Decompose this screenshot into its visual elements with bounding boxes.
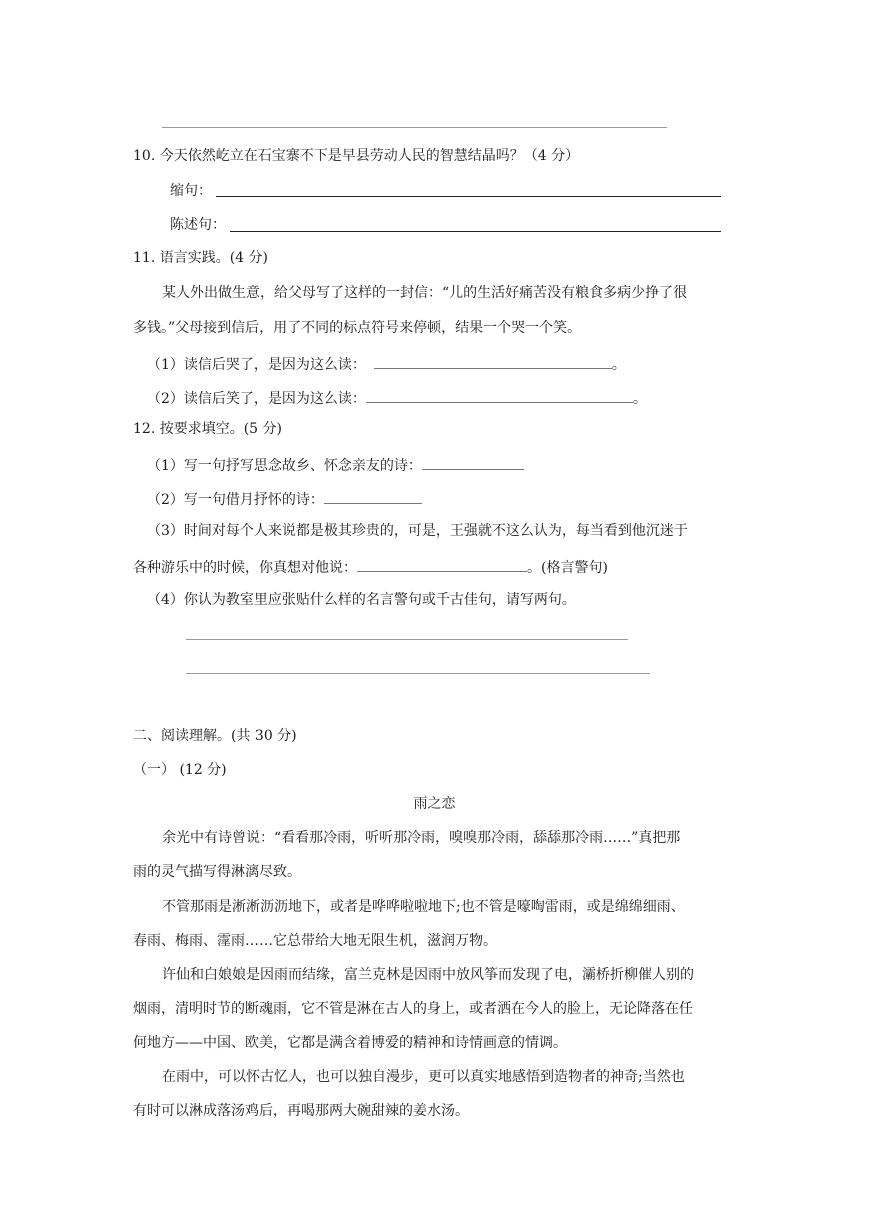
q12-item1-blank[interactable] (422, 453, 524, 470)
essay-p4-line1: 在雨中，可以怀古忆人，也可以独自漫步，更可以真实地感悟到造物者的神奇;当然也 (162, 1069, 685, 1085)
q12-item4-answer-line2[interactable] (186, 673, 650, 674)
q11-item2-end: 。 (632, 391, 647, 407)
essay-p1-line1: 余光中有诗曾说：“看看那冷雨，听听那冷雨，嗅嗅那冷雨，舔舔那冷雨……”真把那 (162, 830, 681, 846)
essay-p3-line3: 何地方——中国、欧美，它都是满含着博爱的精神和诗情画意的情调。 (133, 1035, 567, 1051)
q11-item2-blank[interactable] (366, 386, 633, 403)
essay-title: 雨之恋 (413, 796, 456, 812)
declarative-label: 陈述句： (170, 217, 226, 233)
q12-item1-text: （1）写一句抒写思念故乡、怀念亲友的诗： (147, 458, 422, 474)
q11-paragraph-line2: 多钱。”父母接到信后，用了不同的标点符号来停顿，结果一个哭一个笑。 (133, 320, 582, 336)
q12-item3-line2-end: 。(格言警句) (527, 560, 608, 576)
section-2-title: 二、阅读理解。(共 30 分) (133, 728, 297, 744)
q12-item4-answer-line1[interactable] (186, 639, 628, 640)
q11-paragraph-line1: 某人外出做生意，给父母写了这样的一封信：“儿的生活好痛苦没有粮食多病少挣了很 (162, 285, 688, 301)
q12-item2-blank[interactable] (324, 487, 422, 504)
q12-item1 (147, 453, 524, 476)
q12-item3-line2 (133, 555, 608, 578)
essay-p2-line1: 不管那雨是淅淅沥沥地下，或者是哗哗啦啦地下;也不管是嚎啕雷雨，或是绵绵细雨、 (162, 899, 685, 915)
answer-line-top[interactable] (162, 127, 667, 128)
q11-item1-blank[interactable] (374, 352, 612, 369)
question-11-title: 11. 语言实践。(4 分) (133, 250, 268, 266)
q11-item2-text: （2）读信后笑了，是因为这么读： (147, 391, 366, 407)
q12-item3-line1: （3）时间对每个人来说都是极其珍贵的，可是，王强就不这么认为，每当看到他沉迷于 (147, 523, 688, 539)
q11-item1 (147, 352, 626, 375)
q11-item2 (147, 386, 647, 409)
essay-p2-line2: 春雨、梅雨、霪雨……它总带给大地无限生机，滋润万物。 (133, 933, 497, 949)
condense-label: 缩句： (170, 183, 212, 199)
declarative-answer-line[interactable] (230, 231, 721, 232)
essay-p1-line2: 雨的灵气描写得淋漓尽致。 (133, 864, 301, 880)
q12-item4: （4）你认为教室里应张贴什么样的名言警句或千古佳句，请写两句。 (147, 592, 576, 608)
q12-item3-blank[interactable] (357, 555, 527, 572)
q12-item2-text: （2）写一句借月抒怀的诗： (147, 492, 324, 508)
section-2-part1: （一） (12 分) (133, 762, 227, 778)
q12-item2 (147, 487, 422, 510)
essay-p4-line2: 有时可以淋成落汤鸡后，再喝那两大碗甜辣的姜水汤。 (133, 1103, 469, 1119)
condense-answer-line[interactable] (216, 196, 721, 197)
essay-p3-line1: 许仙和白娘娘是因雨而结缘，富兰克林是因雨中放风筝而发现了电，灞桥折柳催人别的 (162, 967, 694, 983)
q12-item3-line2-start: 各种游乐中的时候，你真想对他说： (133, 560, 357, 576)
q11-item1-end: 。 (611, 357, 626, 373)
question-10: 10. 今天依然屹立在石宝寨不下是早县劳动人民的智慧结晶吗？（4 分） (133, 148, 580, 164)
q11-item1-text: （1）读信后哭了，是因为这么读： (147, 357, 366, 373)
essay-p3-line2: 烟雨，清明时节的断魂雨，它不管是淋在古人的身上，或者洒在今人的脸上，无论降落在任 (133, 1001, 693, 1017)
question-12-title: 12. 按要求填空。(5 分) (133, 421, 282, 437)
